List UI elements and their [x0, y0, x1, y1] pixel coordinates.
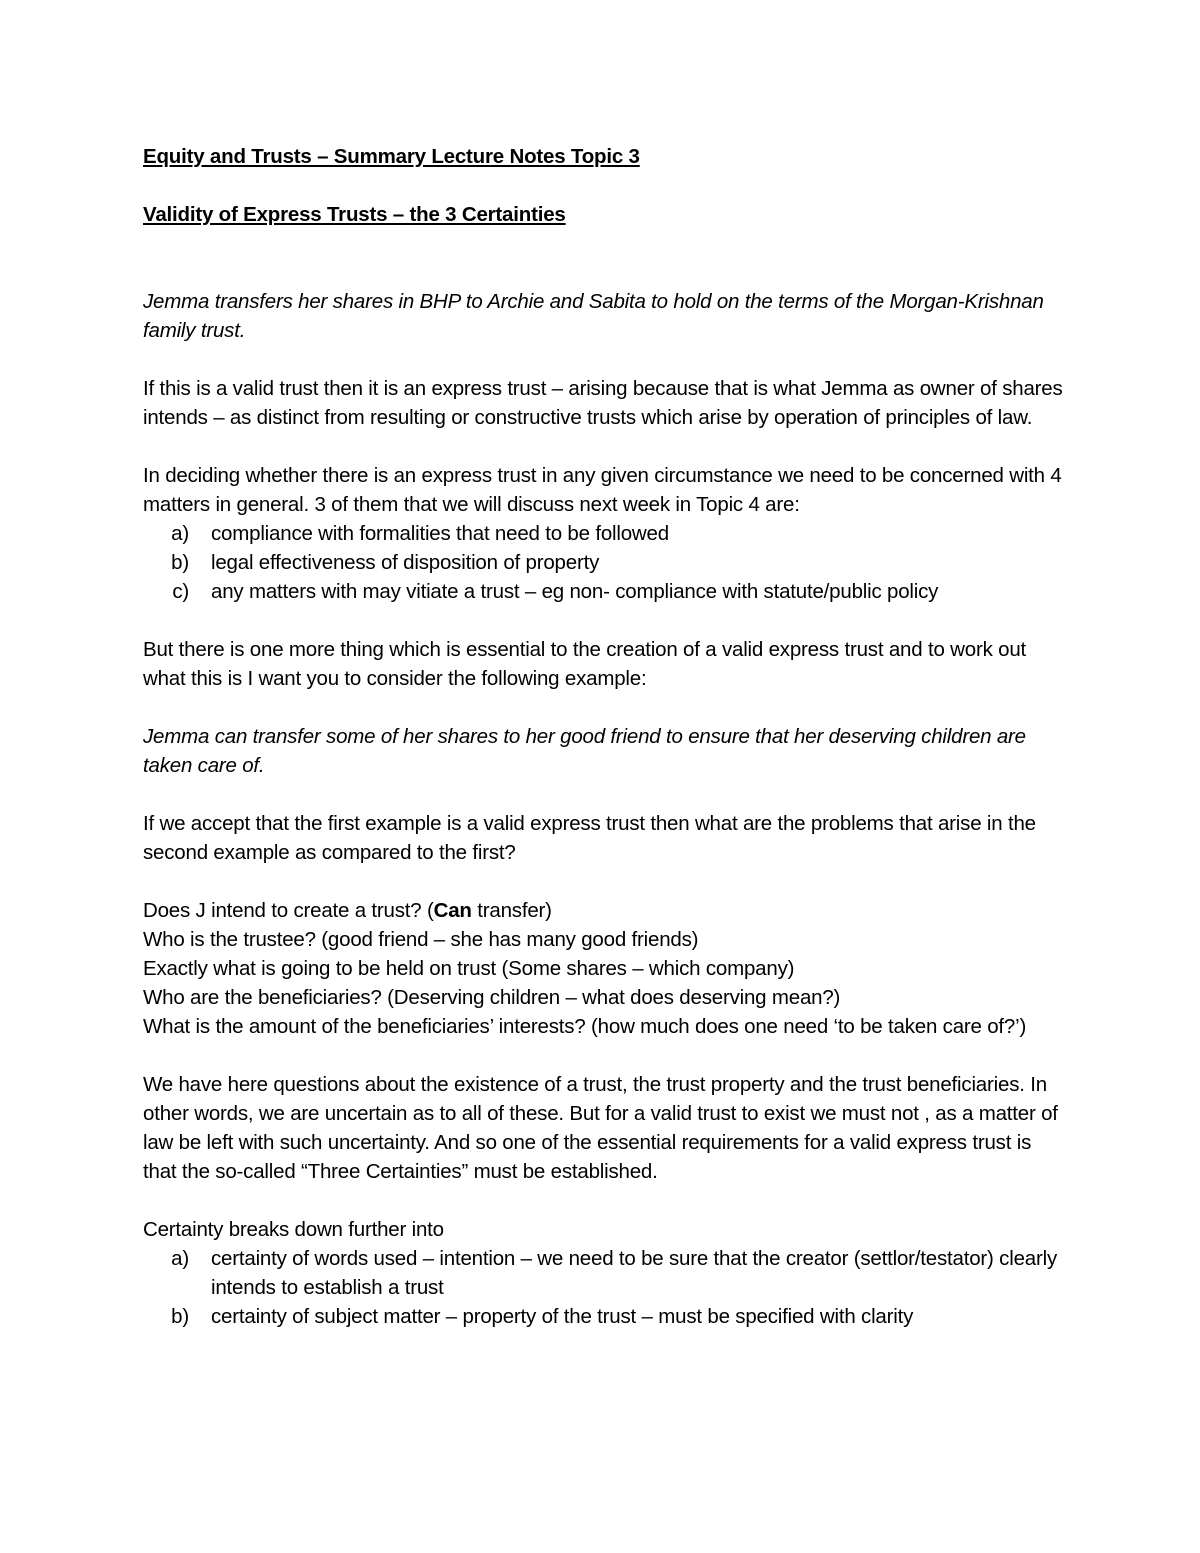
- list-marker: b): [171, 551, 189, 574]
- list-item: [143, 1244, 1063, 1302]
- list-marker: c): [172, 580, 189, 603]
- section-heading: Validity of Express Trusts – the 3 Certainties: [143, 203, 566, 226]
- matters-block: [143, 461, 1063, 606]
- list-item-text: legal effectiveness of disposition of property: [211, 551, 600, 574]
- paragraph-four-matters: In deciding whether there is an express trust in any given circumstance we need to be concerned with 4 matters in general. 3 of them that we will discuss next week in Topic 4 are:: [143, 464, 1062, 516]
- list-item: [143, 519, 1063, 548]
- example-one: Jemma transfers her shares in BHP to Archie and Sabita to hold on the terms of the Morgan-Krishnan family trust.: [143, 290, 1044, 342]
- document-page: [143, 142, 1063, 1331]
- question-text: transfer): [471, 899, 552, 922]
- question-trustee: Who is the trustee? (good friend – she has many good friends): [143, 928, 699, 951]
- paragraph-uncertainty: We have here questions about the existence of a trust, the trust property and the trust beneficiaries. In other words, we are uncertain as to all of these. But for a valid trust to exist we must not , as a matter of law be left with such uncertainty. And so one of the essential requirements for a valid express trust is that the so-called “Three Certainties” must be established.: [143, 1073, 1058, 1183]
- matters-list: [143, 519, 1063, 606]
- list-marker: b): [171, 1305, 189, 1328]
- example-two: Jemma can transfer some of her shares to her good friend to ensure that her deserving children are taken care of.: [143, 725, 1026, 777]
- list-item-text: certainty of words used – intention – we need to be sure that the creator (settlor/testator) clearly intends to establish a trust: [211, 1247, 1058, 1299]
- question-beneficiaries: Who are the beneficiaries? (Deserving children – what does deserving mean?): [143, 986, 841, 1009]
- spacer: [143, 258, 1063, 287]
- list-item: [143, 577, 1063, 606]
- list-marker: a): [171, 1247, 189, 1270]
- list-item-text: any matters with may vitiate a trust – eg non- compliance with statute/public policy: [211, 580, 939, 603]
- document-title: Equity and Trusts – Summary Lecture Notes Topic 3: [143, 145, 640, 168]
- list-item-text: compliance with formalities that need to be followed: [211, 522, 669, 545]
- paragraph-problems: If we accept that the first example is a valid express trust then what are the problems that arise in the second example as compared to the first?: [143, 812, 1036, 864]
- paragraph-one-more-thing: But there is one more thing which is essential to the creation of a valid express trust and to work out what this is I want you to consider the following example:: [143, 638, 1027, 690]
- certainties-list: [143, 1244, 1063, 1331]
- list-item: [143, 1302, 1063, 1331]
- list-item-text: certainty of subject matter – property of the trust – must be specified with clarity: [211, 1305, 914, 1328]
- question-text: Does J intend to create a trust? (: [143, 899, 434, 922]
- question-property: Exactly what is going to be held on trust (Some shares – which company): [143, 957, 795, 980]
- list-item: [143, 548, 1063, 577]
- paragraph-certainty-breaks: Certainty breaks down further into: [143, 1218, 444, 1241]
- question-interests: What is the amount of the beneficiaries’ interests? (how much does one need ‘to be taken care of?’): [143, 1015, 1027, 1038]
- question-intention: [143, 896, 1063, 925]
- list-marker: a): [171, 522, 189, 545]
- paragraph-express-trust: If this is a valid trust then it is an express trust – arising because that is what Jemma as owner of shares intends – as distinct from resulting or constructive trusts which arise by operation of principles of law.: [143, 377, 1063, 429]
- certainties-block: [143, 1215, 1063, 1331]
- questions-block: [143, 896, 1063, 1041]
- question-emphasis: Can: [433, 899, 472, 922]
